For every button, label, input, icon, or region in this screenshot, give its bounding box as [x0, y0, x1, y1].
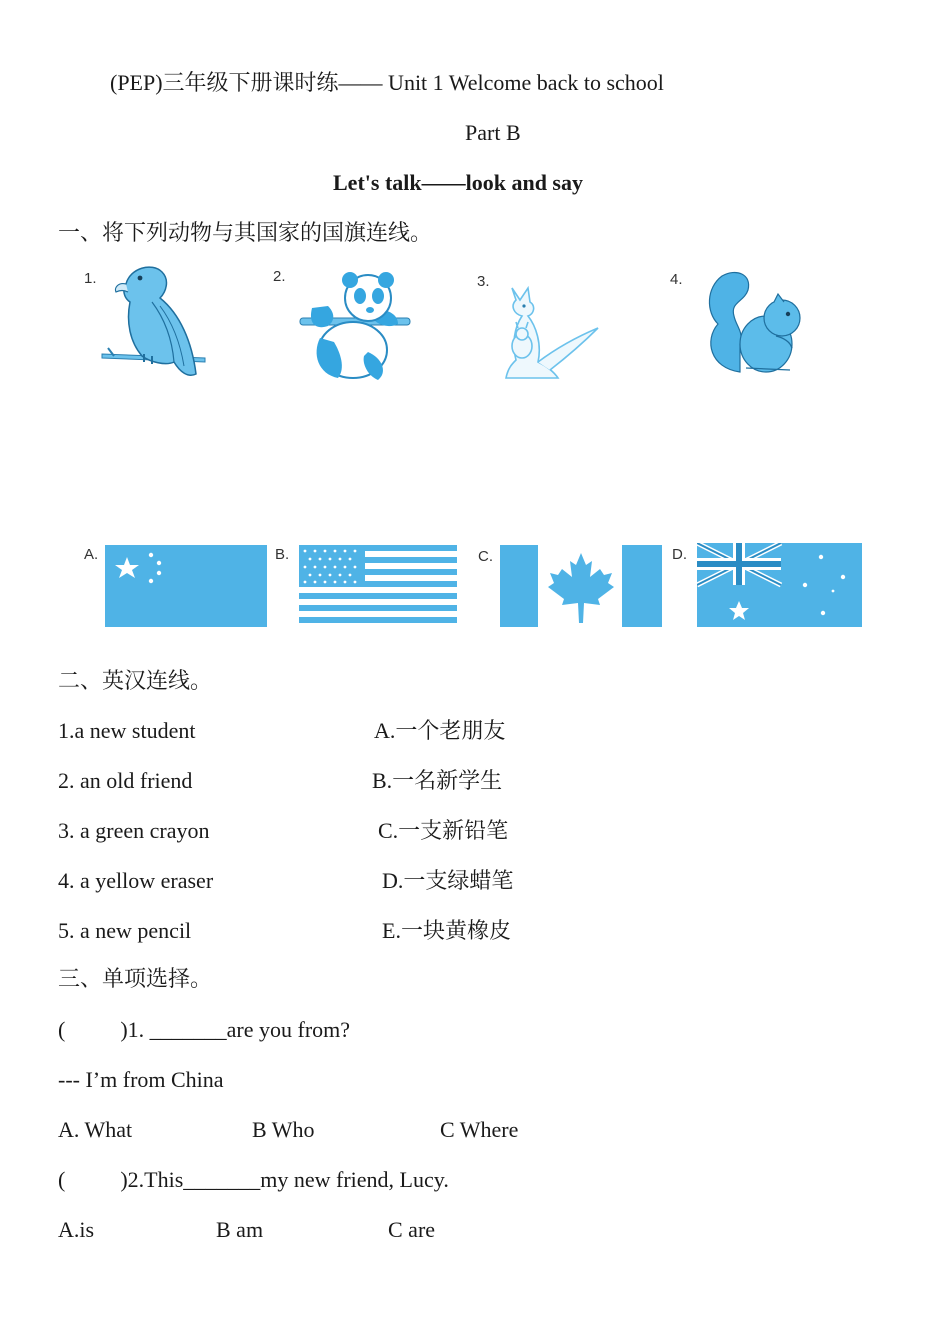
flag-letter-c: C.: [478, 548, 493, 565]
canada-flag-icon: [500, 545, 662, 627]
english-phrase-3: 3. a green crayon: [58, 818, 210, 843]
question-2-option-c: C are: [388, 1217, 436, 1242]
question-1-answer: --- I’m from China: [58, 1067, 224, 1092]
chinese-phrase-c: C.一支新铅笔: [378, 818, 509, 843]
animal-number-1: 1.: [84, 270, 97, 287]
china-flag-icon: [105, 545, 267, 627]
page-title: (PEP)三年级下册课时练—— Unit 1 Welcome back to school: [110, 70, 664, 95]
animal-number-4: 4.: [670, 271, 683, 288]
english-phrase-4: 4. a yellow eraser: [58, 868, 214, 893]
question-2-option-b: B am: [216, 1217, 264, 1242]
english-phrase-1: 1.a new student: [58, 718, 196, 743]
animal-number-2: 2.: [273, 268, 286, 285]
flag-letter-a: A.: [84, 546, 99, 563]
lesson-subtitle: Let's talk——look and say: [333, 170, 583, 195]
eagle-icon: [100, 262, 210, 387]
question-2-option-a: A.is: [58, 1217, 95, 1242]
question-1-option-c: C Where: [440, 1117, 519, 1142]
flag-letter-b: B.: [275, 546, 290, 563]
kangaroo-icon: [498, 280, 603, 385]
section2-heading: 二、英汉连线。: [58, 668, 213, 693]
question-1-option-a: A. What: [58, 1117, 133, 1142]
chinese-phrase-a: A.一个老朋友: [374, 718, 506, 743]
australia-flag-icon: [697, 543, 862, 627]
question-1-option-b: B Who: [252, 1117, 315, 1142]
question-1-stem: ( )1. _______are you from?: [58, 1017, 351, 1042]
section1-heading: 一、将下列动物与其国家的国旗连线。: [58, 220, 433, 245]
chinese-phrase-b: B.一名新学生: [372, 768, 503, 793]
flag-letter-d: D.: [672, 546, 687, 563]
part-label: Part B: [465, 120, 521, 145]
english-phrase-5: 5. a new pencil: [58, 918, 192, 943]
chinese-phrase-e: E.一块黄橡皮: [382, 918, 511, 943]
usa-flag-icon: [299, 545, 457, 627]
panda-icon: [298, 268, 413, 383]
section3-heading: 三、单项选择。: [58, 966, 213, 991]
squirrel-icon: [700, 268, 810, 378]
chinese-phrase-d: D.一支绿蜡笔: [382, 868, 514, 893]
english-phrase-2: 2. an old friend: [58, 768, 193, 793]
question-2-stem: ( )2.This_______my new friend, Lucy.: [58, 1167, 449, 1192]
animal-number-3: 3.: [477, 273, 490, 290]
